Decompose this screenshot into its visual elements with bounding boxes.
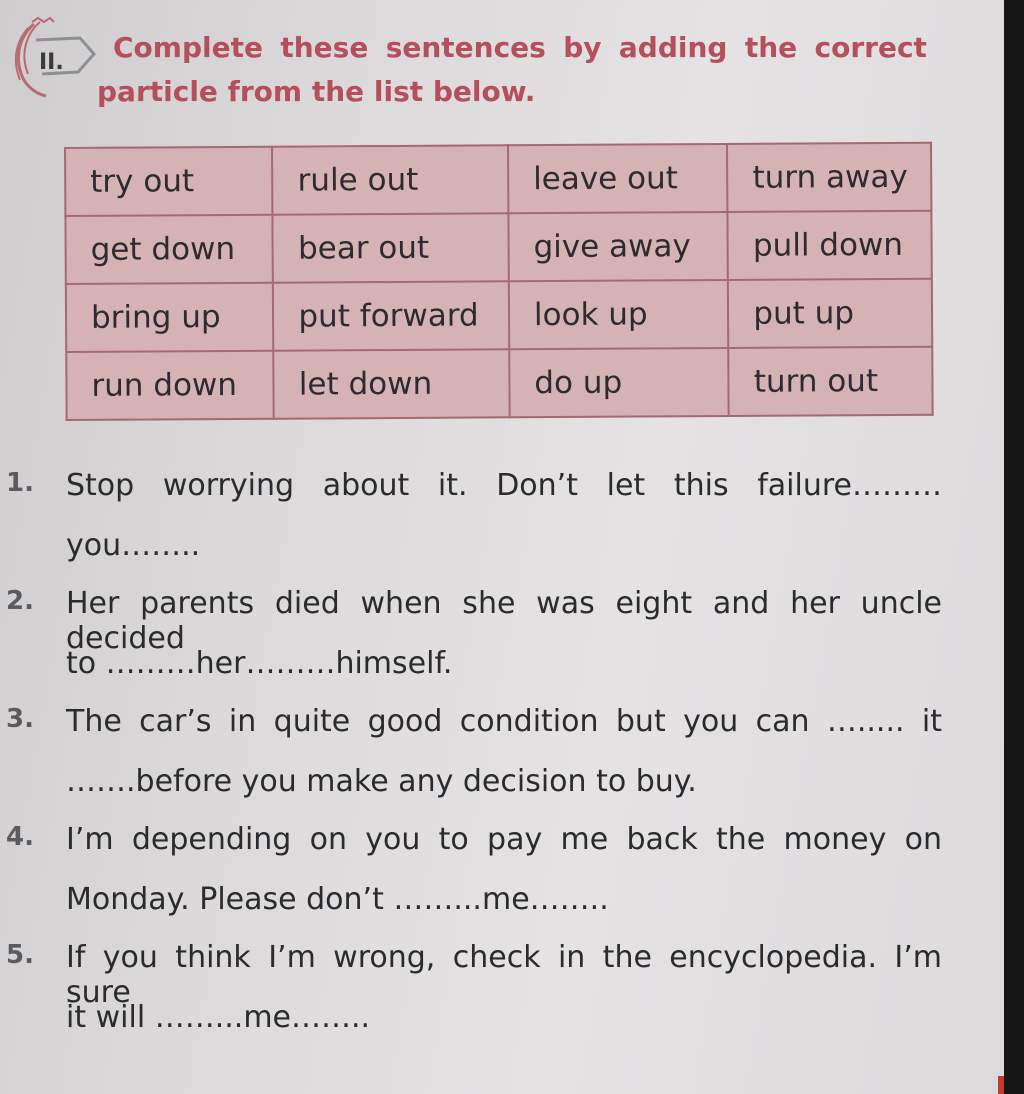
table-cell: put up — [728, 279, 932, 348]
table-cell: do up — [509, 348, 729, 417]
instruction-heading — [97, 26, 927, 114]
instruction-word: correct — [814, 31, 927, 64]
table-cell: turn away — [727, 143, 931, 212]
item-line-1: If you think I’m wrong, check in the encyclopedia. I’m sure — [66, 940, 942, 1010]
instruction-word: by — [563, 31, 602, 64]
item-line-1: Her parents died when she was eight and her uncle decided — [66, 586, 942, 656]
table-cell: bear out — [273, 213, 509, 282]
table-row — [65, 211, 931, 284]
instruction-line-2: particle from the list below. — [97, 75, 536, 108]
list-item — [0, 580, 990, 698]
table-cell: run down — [66, 351, 274, 420]
instruction-word: sentences — [385, 31, 546, 64]
list-item — [0, 462, 990, 580]
instruction-word: these — [280, 31, 369, 64]
table-cell: try out — [65, 147, 273, 216]
item-number: 1. — [6, 468, 34, 498]
list-item — [0, 934, 990, 1052]
item-line-2: Monday. Please don’t ……...me…….. — [66, 882, 609, 917]
table-cell: put forward — [273, 281, 509, 350]
table-cell: turn out — [729, 347, 933, 416]
page-edge-mark — [998, 1076, 1004, 1094]
instruction-word: adding — [618, 31, 728, 64]
instruction-word: the — [744, 31, 798, 64]
table-row — [66, 347, 932, 420]
table-row — [65, 143, 931, 216]
table-cell: bring up — [66, 283, 274, 352]
item-line-2: …….before you make any decision to buy. — [66, 764, 697, 799]
table-cell: get down — [65, 215, 273, 284]
item-line-2: to ………her………himself. — [66, 646, 453, 681]
table-cell: pull down — [728, 211, 932, 280]
item-line-2: it will ……...me…….. — [66, 1000, 371, 1035]
table-cell: let down — [274, 349, 510, 418]
list-item — [0, 816, 990, 934]
item-number: 4. — [6, 822, 34, 852]
list-item — [0, 698, 990, 816]
table-cell: rule out — [272, 145, 508, 214]
table-cell: give away — [508, 212, 728, 281]
item-line-1: Stop worrying about it. Don’t let this failure……… — [66, 468, 942, 503]
instruction-line-1 — [97, 26, 927, 70]
page-edge — [1004, 0, 1024, 1094]
item-line-1: I’m depending on you to pay me back the money on — [66, 822, 942, 857]
item-line-1: The car’s in quite good condition but you can …..... it — [66, 704, 942, 739]
item-number: 3. — [6, 704, 34, 734]
table-row — [66, 279, 932, 352]
exercise-number: II. — [39, 50, 64, 75]
item-number: 5. — [6, 940, 34, 970]
table-cell: leave out — [508, 144, 728, 213]
item-number: 2. — [6, 586, 34, 616]
exercise-list — [0, 462, 990, 1052]
table-cell: look up — [509, 280, 729, 349]
item-line-2: you…….. — [66, 528, 201, 563]
phrasal-verb-table — [64, 142, 934, 421]
instruction-word: Complete — [113, 31, 263, 64]
